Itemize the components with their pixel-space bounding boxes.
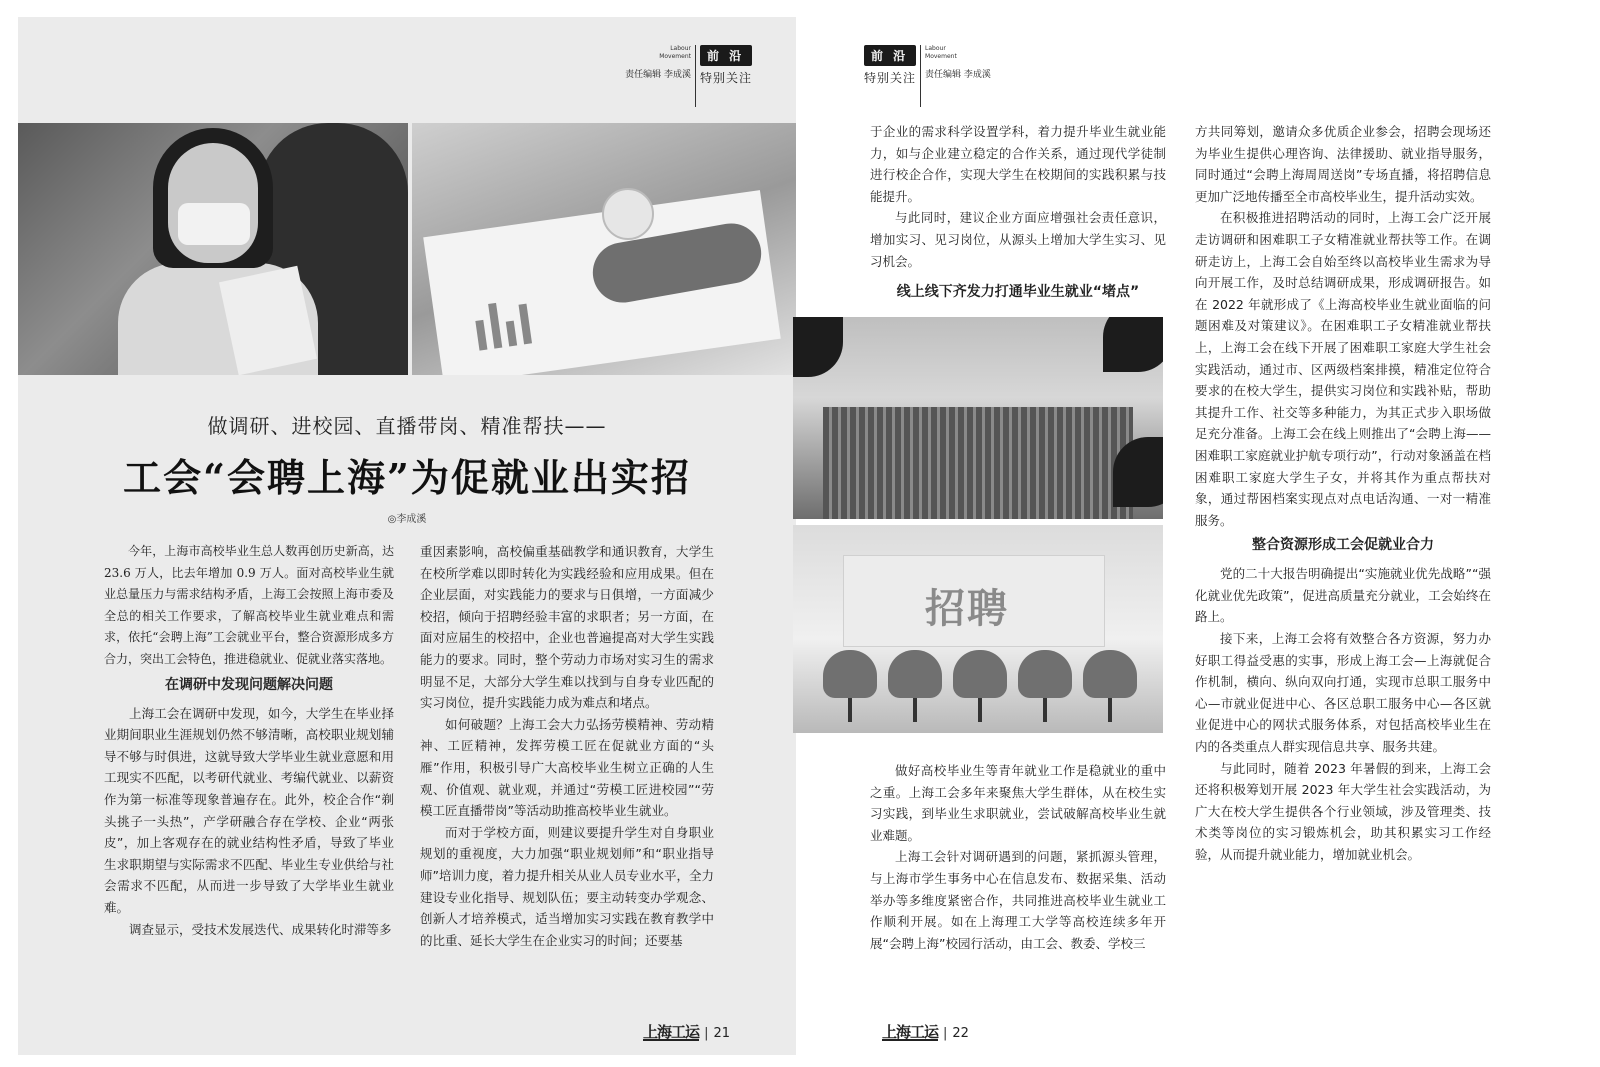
photo-tower — [823, 407, 1133, 519]
footer-separator: | — [704, 1025, 709, 1041]
photo-chair-leg — [978, 698, 982, 722]
photo-leaf — [1103, 317, 1163, 372]
section-heading-research: 在调研中发现问题解决问题 — [165, 676, 333, 693]
right-column-1 — [870, 121, 1166, 310]
photo-chair-leg — [1043, 698, 1047, 722]
article-subtitle: 做调研、进校园、直播带岗、精准帮扶—— — [207, 414, 607, 438]
photo-building — [793, 317, 1163, 519]
paragraph: 而对于学校方面，则建议要提升学生对自身职业规划的重视度，大力加强“职业规划师”和“职业指导师”培训力度，着力提升相关从业人员专业水平，全力建设专业化指导、规划队伍；要主动转变办学观念、创新人才培养模式，适当增加实习实践在教育教学中的比重、延长大学生在企业实习的时间；还要基 — [420, 824, 714, 948]
paragraph: 做好高校毕业生等青年就业工作是稳就业的重中之重。上海工会多年来聚焦大学生群体，从在校生实习实践，到毕业生求职就业，尝试破解高校毕业生就业难题。 — [870, 763, 1166, 843]
header-divider — [920, 45, 921, 107]
photo-chair-leg — [848, 698, 852, 722]
section-tag: 前 沿 — [864, 45, 916, 66]
section-label: 特别关注 — [699, 71, 752, 85]
article-author: ◎李成溪 — [387, 514, 427, 525]
paragraph: 调查显示，受技术发展迭代、成果转化时滞等多 — [129, 921, 392, 937]
photo-paper-bar — [519, 304, 532, 345]
photo-paper-bar — [488, 303, 502, 349]
magazine-logo: 上海工运 — [882, 1023, 939, 1041]
left-page-footer — [643, 1025, 730, 1041]
paragraph: 与此同时，随着 2023 年暑假的到来，上海工会还将积极筹划开展 2023 年大学生社会实践活动，为广大在校大学生提供各个行业领域，涉及管理类、技术类等岗位的实习锻炼机会，助其积累实习工作经验，从而提升就业能力，增加就业机会。 — [1195, 760, 1491, 862]
left-column-1 — [104, 541, 394, 940]
paragraph: 方共同筹划，邀请众多优质企业参会，招聘会现场还为毕业生提供心理咨询、法律援助、就业指导服务，同时通过“会聘上海周周送岗”专场直播，将招聘信息更加广泛地传播至全市高校毕业生，提升活动实效。 — [1195, 124, 1491, 204]
left-page — [18, 17, 796, 1055]
photo-leaf — [793, 317, 843, 377]
right-column-1-lower — [870, 760, 1166, 954]
paragraph: 党的二十大报告明确提出“实施就业优先战略”“强化就业优先政策”，促进高质量充分就业，工会始终在路上。 — [1195, 566, 1491, 625]
header-editor: 责任编辑 李成溪 — [925, 70, 991, 80]
header-en-line1: Labour — [670, 45, 691, 52]
photo-paper-bar — [475, 320, 487, 351]
header-divider — [695, 45, 696, 107]
photo-chair — [953, 650, 1007, 698]
page-number: 22 — [952, 1025, 969, 1041]
photo-paper-bar — [506, 321, 517, 347]
article-intro: 今年，上海市高校毕业生总人数再创历史新高，达 23.6 万人，比去年增加 0.9 万人。面对高校毕业生就业总量压力与需求结构矛盾，上海工会按照上海市委及全总的相关工作要求，了解高校毕业生就业难点和需求，依托“会聘上海”工会就业平台，整合资源形成多方合力，突出工会特色，推进稳就业、促就业落实落地。 — [104, 544, 394, 666]
paragraph: 上海工会在调研中发现，如今，大学生在毕业择业期间职业生涯规划仍然不够清晰，高校职业规划辅导不够与时俱进，这就导致大学毕业生就业意愿和用工现实不匹配，以考研代就业、考编代就业、以薪资作为第一标准等现象普遍存在。此外，校企合作“剃头挑子一头热”，产学研融合存在学校、企业“两张皮”，加上客观存在的就业结构性矛盾，导致了毕业生求职期望与实际需求不匹配、毕业生专业供给与社会需求不匹配，从而进一步导致了大学毕业生就业难。 — [104, 705, 394, 915]
photo-chair-leg — [1108, 698, 1112, 722]
photo-student-with-mask — [18, 123, 408, 375]
header-en-line2: Movement — [925, 53, 957, 60]
photo-recruitment-room — [793, 525, 1163, 733]
article-title: 工会“会聘上海”为促就业出实招 — [123, 455, 691, 500]
paragraph: 与此同时，建议企业方面应增强社会责任意识，增加实习、见习岗位，从源头上增加大学生实习、见习机会。 — [870, 210, 1166, 269]
section-label: 特别关注 — [864, 71, 917, 85]
header-editor: 责任编辑 李成溪 — [625, 70, 691, 80]
page-number: 21 — [713, 1025, 730, 1041]
paragraph: 于企业的需求科学设置学科，着力提升毕业生就业能力，如与企业建立稳定的合作关系，通过现代学徒制进行校企合作，实现大学生在校期间的实践积累与技能提升。 — [870, 124, 1166, 204]
header-en-line1: Labour — [925, 45, 946, 52]
right-column-2 — [1195, 121, 1491, 866]
paragraph: 接下来，上海工会将有效整合各方资源，努力办好职工得益受惠的实事，形成上海工会—上海就促合作机制，横向、纵向双向打通，实现市总职工服务中心—市就业促进中心、各区总职工服务中心—各区就业促进中心的网状式服务体系，对包括高校毕业生在内的各类重点人群实现信息共享、服务共建。 — [1195, 631, 1491, 755]
photo-chair — [1018, 650, 1072, 698]
photo-hand-with-pen — [412, 123, 796, 375]
photo-chair — [823, 650, 877, 698]
paragraph: 如何破题？上海工会大力弘扬劳模精神、劳动精神、工匠精神，发挥劳模工匠在促就业方面的“头雁”作用，积极引导广大高校毕业生树立正确的人生观、价值观、就业观，并通过“劳模工匠进校园”“劳模工匠直播带岗”等活动助推高校毕业生就业。 — [420, 716, 714, 819]
paragraph: 重因素影响，高校偏重基础教学和通识教育，大学生在校所学难以即时转化为实践经验和应用成果。但在企业层面，对实践能力的要求与日俱增，一方面减少校招，倾向于招聘经验丰富的求职者；另一方面，在面对应届生的校招中，企业也普遍提高对大学生实践能力的要求。同时，整个劳动力市场对实习生的需求明显不足，大部分大学生难以找到与自身专业匹配的实习岗位，提升实践能力成为难点和堵点。 — [420, 544, 714, 711]
right-page — [812, 17, 1590, 1055]
header-en-line2: Movement — [659, 53, 691, 60]
photo-face-mask — [178, 203, 250, 245]
magazine-logo: 上海工运 — [643, 1023, 700, 1041]
photo-cup — [602, 188, 654, 240]
footer-separator: | — [943, 1025, 948, 1041]
photo-chair-leg — [913, 698, 917, 722]
left-page-header — [625, 45, 752, 107]
photo-chair — [888, 650, 942, 698]
section-tag: 前 沿 — [700, 45, 752, 66]
right-page-header — [864, 45, 991, 107]
section-heading-online-offline: 线上线下齐发力打通毕业生就业“堵点” — [896, 284, 1140, 301]
photo-chair — [1083, 650, 1137, 698]
section-heading-integrate-resources: 整合资源形成工会促就业合力 — [1252, 537, 1434, 554]
left-column-2 — [420, 541, 714, 951]
paragraph: 上海工会针对调研遇到的问题，紧抓源头管理，与上海市学生事务中心在信息发布、数据采集、活动举办等多维度紧密合作，共同推进高校毕业生就业工作顺利开展。如在上海理工大学等高校连续多年开展“会聘上海”校园行活动，由工会、教委、学校三 — [870, 849, 1166, 951]
photo-sign-text: 招聘 — [925, 586, 1009, 632]
right-page-footer — [882, 1025, 969, 1041]
paragraph: 在积极推进招聘活动的同时，上海工会广泛开展走访调研和困难职工子女精准就业帮扶等工作。在调研走访上，上海工会自始至终以高校毕业生需求为导向开展工作，及时总结调研成果，形成调研报告。如在 2022 年就形成了《上海高校毕业生就业面临的问题困难及对策建议》。在困难职工子女精准就业帮扶上，上海工会在线下开展了困难职工家庭大学生社会实践活动，通过市、区两级档案排摸，精准定位符合要求的在校大学生，提供实习岗位和实践补贴，帮助其提升工作、社交等多种能力，为其正式步入职场做足充分准备。上海工会在线上则推出了“会聘上海——困难职工家庭就业护航专项行动”，行动对象涵盖在档困难职工家庭大学生子女，并将其作为重点帮扶对象，通过帮困档案实现点对点电话沟通、一对一精准服务。 — [1195, 210, 1491, 528]
